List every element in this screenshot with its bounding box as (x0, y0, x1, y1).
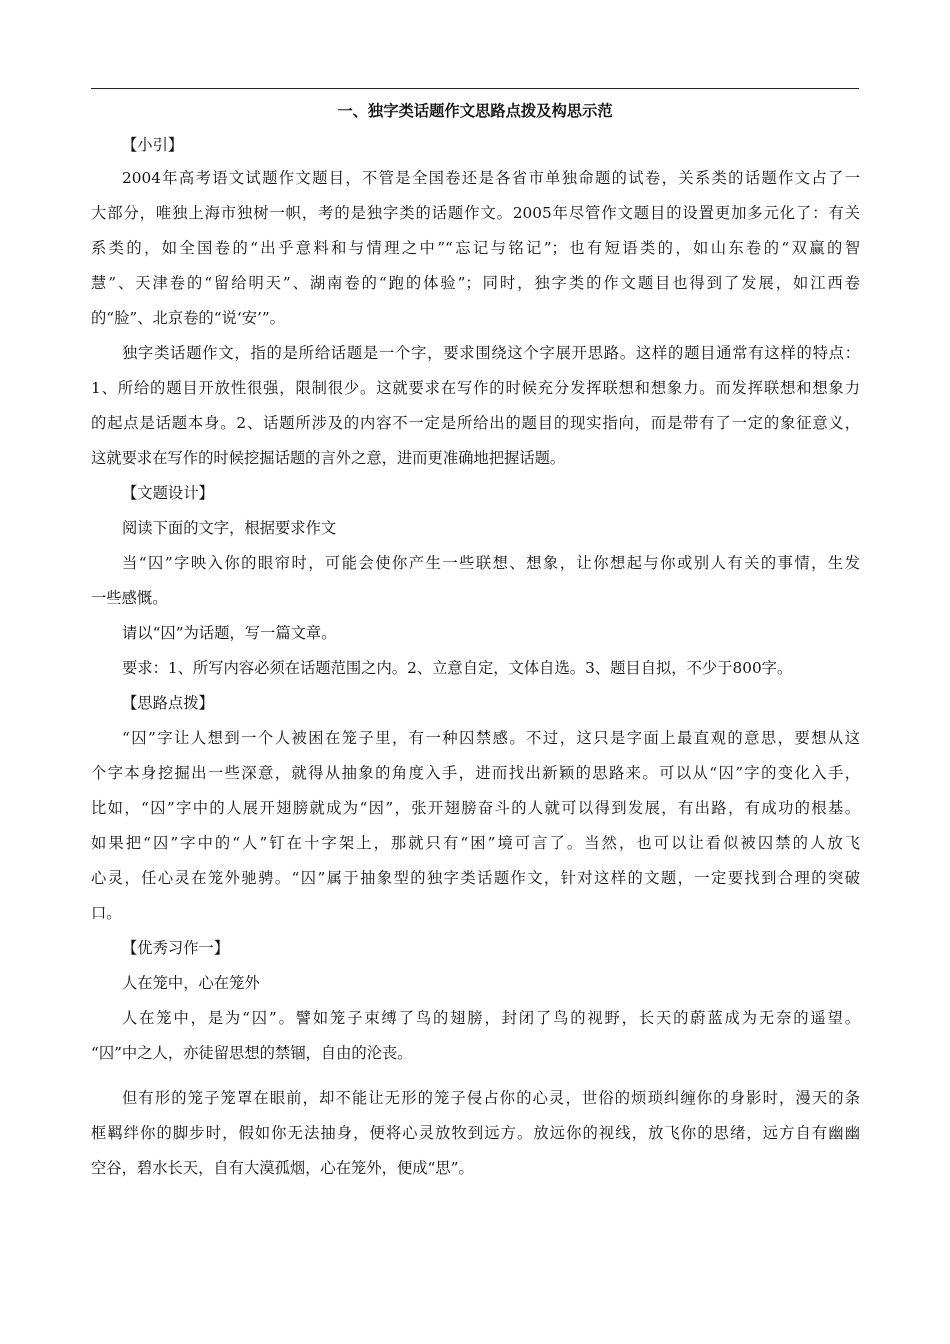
header-rule (91, 88, 859, 89)
paragraph-line: 框羁绊你的脚步时，假如你无法抽身，便将心灵放牧到远方。放远你的视线，放飞你的思绪，远方自有幽幽 (91, 1124, 860, 1142)
paragraph-line: “囚”中之人，亦徒留思想的禁锢，自由的沦丧。 (91, 1044, 413, 1062)
paragraph-line: 阅读下面的文字，根据要求作文 (122, 519, 337, 537)
section-heading-sample-essay: 【优秀习作一】 (122, 939, 230, 957)
paragraph-line: 个字本身挖掘出一些深意，就得从抽象的角度入手，进而找出新颖的思路来。可以从“囚”字的变化入手， (91, 764, 860, 782)
paragraph-line: 口。 (91, 904, 122, 922)
section-heading-topic-design: 【文题设计】 (122, 484, 214, 502)
paragraph-line: 但有形的笼子笼罩在眼前，却不能让无形的笼子侵占你的心灵，世俗的烦琐纠缠你的身影时，漫天的条 (122, 1089, 860, 1107)
paragraph-line: 慧”、天津卷的“留给明天”、湖南卷的“跑的体验”；同时，独字类的作文题目也得到了发展，如江西卷 (91, 274, 860, 292)
section-heading-intro: 【小引】 (122, 136, 184, 154)
paragraph-line: 比如，“囚”字中的人展开翅膀就成为“因”，张开翅膀奋斗的人就可以得到发展，有出路，有成功的根基。 (91, 799, 860, 817)
document-title: 一、独字类话题作文思路点拨及构思示范 (337, 102, 613, 120)
paragraph-line: 一些感慨。 (91, 589, 168, 607)
paragraph-line: 人在笼中，是为“囚”。譬如笼子束缚了鸟的翅膀，封闭了鸟的视野，长天的蔚蓝成为无奈的遥望。 (122, 1009, 860, 1027)
paragraph-line: 的“脸”、北京卷的“说‘安’”。 (91, 309, 285, 327)
essay-title: 人在笼中，心在笼外 (122, 974, 260, 992)
paragraph-line: 系类的，如全国卷的“出乎意料和与情理之中”“忘记与铭记”；也有短语类的，如山东卷的“双赢的智 (91, 239, 860, 257)
paragraph-line: 独字类话题作文，指的是所给话题是一个字，要求围绕这个字展开思路。这样的题目通常有这样的特点： (122, 344, 860, 362)
paragraph-line: 大部分，唯独上海市独树一帜，考的是独字类的话题作文。2005年尽管作文题目的设置更加多元化了：有关 (91, 204, 860, 222)
paragraph-line: 空谷，碧水长天，自有大漠孤烟，心在笼外，便成“思”。 (91, 1159, 474, 1177)
paragraph-line: 请以“囚”为话题，写一篇文章。 (122, 624, 337, 642)
requirements-line: 要求：1、所写内容必须在话题范围之内。2、立意自定，文体自选。3、题目自拟，不少于800字。 (122, 659, 793, 677)
paragraph-line: 1、所给的题目开放性很强，限制很少。这就要求在写作的时候充分发挥联想和想象力。而发挥联想和想象力 (91, 379, 860, 397)
paragraph-line: 当“囚”字映入你的眼帘时，可能会使你产生一些联想、想象，让你想起与你或别人有关的事情，生发 (122, 554, 860, 572)
paragraph-line: 这就要求在写作的时候挖掘话题的言外之意，进而更准确地把握话题。 (91, 449, 566, 467)
paragraph-line: 如果把“囚”字中的“人”钉在十字架上，那就只有“困”境可言了。当然，也可以让看似被囚禁的人放飞 (91, 834, 860, 852)
paragraph-line: “囚”字让人想到一个人被困在笼子里，有一种囚禁感。不过，这只是字面上最直观的意思，要想从这 (122, 729, 860, 747)
section-heading-approach: 【思路点拨】 (122, 694, 214, 712)
paragraph-line: 心灵，任心灵在笼外驰骋。“囚”属于抽象型的独字类话题作文，针对这样的文题，一定要找到合理的突破 (91, 869, 860, 887)
paragraph-line: 2004年高考语文试题作文题目，不管是全国卷还是各省市单独命题的试卷，关系类的话题作文占了一 (122, 169, 860, 187)
paragraph-line: 的起点是话题本身。2、话题所涉及的内容不一定是所给出的题目的现实指向，而是带有了一定的象征意义， (91, 414, 860, 432)
